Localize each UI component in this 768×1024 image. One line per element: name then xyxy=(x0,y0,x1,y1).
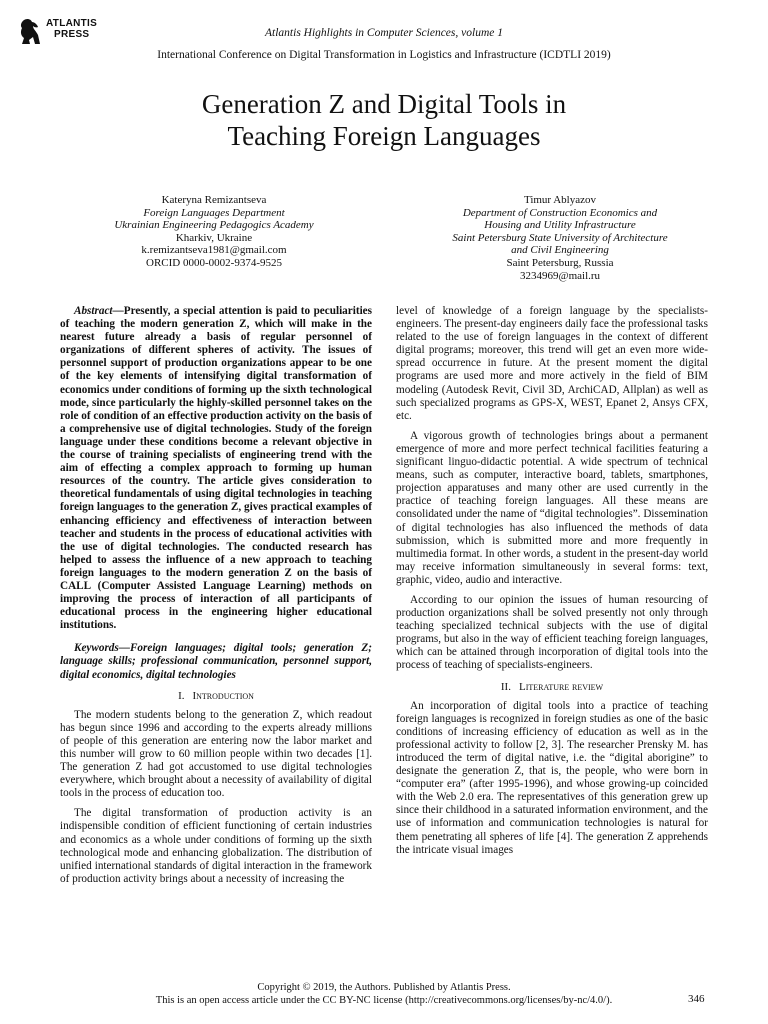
author-orcid: ORCID 0000-0002-9374-9525 xyxy=(146,256,282,269)
author-organization: Ukrainian Engineering Pedagogics Academy xyxy=(114,219,314,232)
body-paragraph: The digital transformation of production activity is an indispensible condition of efficient functioning of certain industries and economics as a whole under conditions of forming up the sixth technological mode and enhancing globalization. The distribution of unified international standards of digital interaction in the framework of production activity brings about a necessity of increasing the xyxy=(60,807,372,885)
keywords: Keywords—Foreign languages; digital tools; generation Z; language skills; professional communication, personnel support, digital economics, digital technologies xyxy=(60,642,372,681)
abstract-text: —Presently, a special attention is paid to peculiarities of teaching the modern generation Z, which will make in the nearest future already a basis of regular personnel of organizations of different spheres of activity. The issues of personnel support of production organizations appear to be one of the key elements of intensifying digital transformation of economics under conditions of forming up the sixth technological mode, since particularly the highly-skilled personnel takes on the role of condition of an effective production activity on the basis of a comprehensive use of digital technologies. Study of the foreign language under these conditions become a relevant objective in the course of training specialists of engineering trend with the aim of effecting a complex approach to forming up human resources of the country. The article gives consideration to theoretical fundamentals of using digital technologies in teaching foreign languages to the generation Z, gives practical examples of enhancing efficiency and effectiveness of interaction between teacher and students in the process of educational activities with the use of digital technologies. The conducted research has helped to assess the influence of a new approach to teaching foreign languages to the modern generation Z on the basis of CALL (Computer Assisted Language Learning) methods on improving the process of interaction of all participants of educational process in the engineering higher educational institutions. xyxy=(60,305,372,632)
author-department-line2: Housing and Utility Infrastructure xyxy=(484,219,636,232)
author-organization-line1: Saint Petersburg State University of Architecture xyxy=(452,231,668,244)
publisher-name-line2: PRESS xyxy=(54,29,90,40)
author-city: Saint Petersburg, Russia xyxy=(506,256,614,269)
page-number: 346 xyxy=(688,993,705,1005)
conference-title: International Conference on Digital Transformation in Logistics and Infrastructure (ICDTLI 2019) xyxy=(157,49,611,61)
author-organization-line2: and Civil Engineering xyxy=(511,244,609,257)
paper-title-line2: Teaching Foreign Languages xyxy=(227,121,541,151)
paper-title xyxy=(0,88,768,152)
author-block-1 xyxy=(84,194,344,270)
section-number: II. xyxy=(500,680,511,693)
body-paragraph: The modern students belong to the generation Z, which readout has begun since 1996 and according to the experts already millions of people of this generation are entering now the labor market and this number will grow to 60 million people within two decades [1]. The generation Z had got accustomed to use digital technologies everywhere, which brought about a necessity of availability of digital tools in the process of education too. xyxy=(60,708,372,800)
series-title: Atlantis Highlights in Computer Sciences, volume 1 xyxy=(265,27,503,39)
body-paragraph: An incorporation of digital tools into a practice of teaching foreign languages is recognized in foreign studies as one of the basic conditions of increasing efficiency of education as well as in the professional activity to follow [2, 3]. The researcher Prensky M. has introduced the term of digital native, i.e. the “digital aborigine” to designate the generation Z, that is, the people, who were born in “computer era” (after 1995-1996), and whose growing-up coincided with the Web 2.0 era. The representatives of this generation grew up since their childhood in a saturated information environment, and the use of information and communication technologies is natural for them penetrating all spheres of life [4]. The generation Z apprehends the intricate visual images xyxy=(396,699,708,856)
author-email: 3234969@mail.ru xyxy=(519,269,601,282)
section-number: I. xyxy=(178,689,185,702)
left-column xyxy=(60,305,372,893)
section-title: Introduction xyxy=(192,689,254,702)
section-heading-literature-review xyxy=(396,681,708,694)
author-name: Timur Ablyazov xyxy=(523,194,596,206)
publisher-name-line1: ATLANTIS xyxy=(46,18,98,29)
author-email: k.remizantseva1981@gmail.com xyxy=(141,244,287,257)
license-line: This is an open access article under the CC BY-NC license (http://creativecommons.org/licenses/by-nc/4.0/). xyxy=(155,995,613,1006)
copyright-line: Copyright © 2019, the Authors. Published by Atlantis Press. xyxy=(257,982,511,993)
abstract xyxy=(60,305,372,632)
copyright-footer xyxy=(0,981,768,1007)
author-department-line1: Department of Construction Economics and xyxy=(462,206,658,219)
body-paragraph: level of knowledge of a foreign language by the specialists-engineers. The present-day engineers daily face the professional tasks related to the use of foreign languages in the context of different digital programs; moreover, this trend will get an even more wide-spread occurrence in future. At the present moment the digital programs are used more and more actively in the field of BIM modeling (Autodesk Revit, Civil 3D, ArchiCAD, Allplan) as well as such specialized programs as GPS-X, WEST, Epanet 2, Ansys CFX, etc. xyxy=(396,305,708,422)
author-city: Kharkiv, Ukraine xyxy=(175,231,253,244)
paper-title-line1: Generation Z and Digital Tools in xyxy=(201,89,567,119)
section-heading-introduction xyxy=(60,690,372,703)
author-name: Kateryna Remizantseva xyxy=(161,194,267,206)
author-block-2 xyxy=(410,194,710,282)
body-paragraph: A vigorous growth of technologies brings about a permanent emergence of more and more perfect technical facilities featuring a significant linguo-didactic potential. A wide spectrum of technical means, such as computer, interactive board, tablets, smartphones, projection apparatuses and many other are used currently in the practice of teaching foreign languages. All these means are consolidated under the name of “digital technologies”. Dissemination of digital technologies has also influenced the methods of data submission, which is submitted more and more frequently in multimedia format. In other words, a student in the present-day world may receive information simultaneously in several forms: text, graphic, video, audio and interactive. xyxy=(396,429,708,586)
author-department: Foreign Languages Department xyxy=(143,206,285,219)
abstract-lead: Abstract xyxy=(74,305,113,317)
body-paragraph: According to our opinion the issues of human resourcing of production organizations shall be solved presently not only through teaching specialized technical subjects with the use of digital programs, but also in the way of efficient teaching foreign languages, which can be attained through incorporation of digital tools into the process of teaching of specialists-engineers. xyxy=(396,593,708,672)
section-title: Literature review xyxy=(518,680,604,693)
right-column xyxy=(396,305,708,864)
